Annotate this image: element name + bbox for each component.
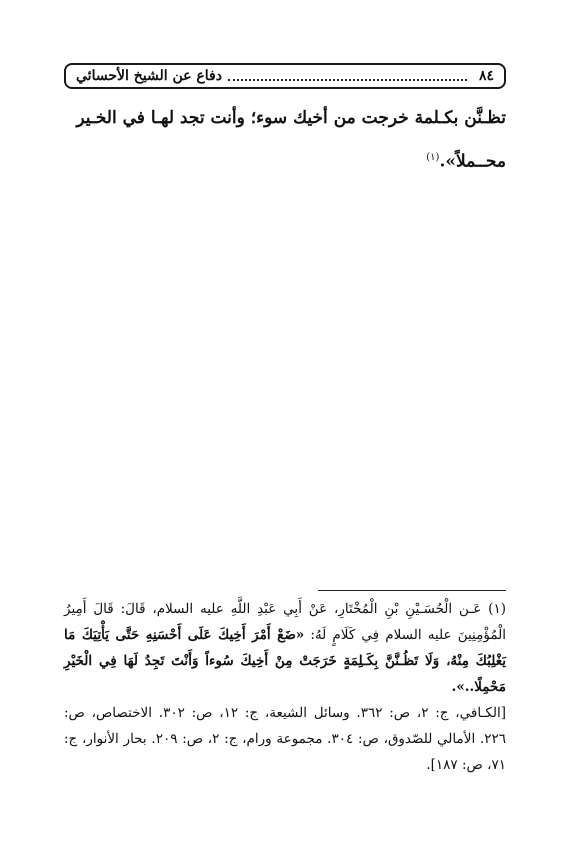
footnote-block [64, 596, 506, 778]
footnote-sources: [الكـافي، ج: ٢، ص: ٣٦٢. وسائل الشيعة، ج: ١٢، ص: ٣٠٢. الاختصاص، ص: ٢٢٦. الأمالي للصّدوق، ص: ٣٠٤. مجموعة ورام، ج: ٢، ص: ٢٠٩. بحار الأنوار، ج: ٧١، ص: ١٨٧]. [64, 705, 507, 773]
header-leader-dots [228, 79, 467, 81]
footnote-reference[interactable]: (١) [426, 152, 440, 163]
footnote-hadith: «ضَعْ أَمْرَ أَخِيكَ عَلَى أَحْسَنِهِ حَتَّى يَأْتِيَكَ مَا يَغْلِبُكَ مِنْهُ، وَلَا تَظُـنَّنَّ بِكَـلِمَةٍ خَرَجَتْ مِنْ أَخِيكَ سُوءاً وَأَنْتَ تَجِدُ لَهَا فِي الْخَيْرِ مَحْمِلًا..». [64, 627, 506, 695]
body-line-1: تظـنَّن بكـلمة خرجت من أخيك سوء؛ وأنت تجد لهـا في الخـير [76, 108, 506, 128]
running-header [64, 63, 506, 89]
page-number: ٨٤ [478, 68, 494, 84]
footnote-intro: (١) عَـن الْحُسَـيْنِ بْنِ الْمُخْتَارِ، عَنْ أَبِي عَبْدِ اللَّهِ عليه السلام، قَالَ: قَالَ أَمِيرُ الْمُؤْمِنِينَ عليه السلام فِي كَلَامٍ لَهُ: [64, 601, 506, 643]
body-text [64, 98, 506, 182]
running-title: دفاع عن الشيخ الأحسائي [76, 68, 222, 84]
footnote-separator [318, 590, 506, 591]
body-line-2: محــملاً». [439, 151, 506, 172]
